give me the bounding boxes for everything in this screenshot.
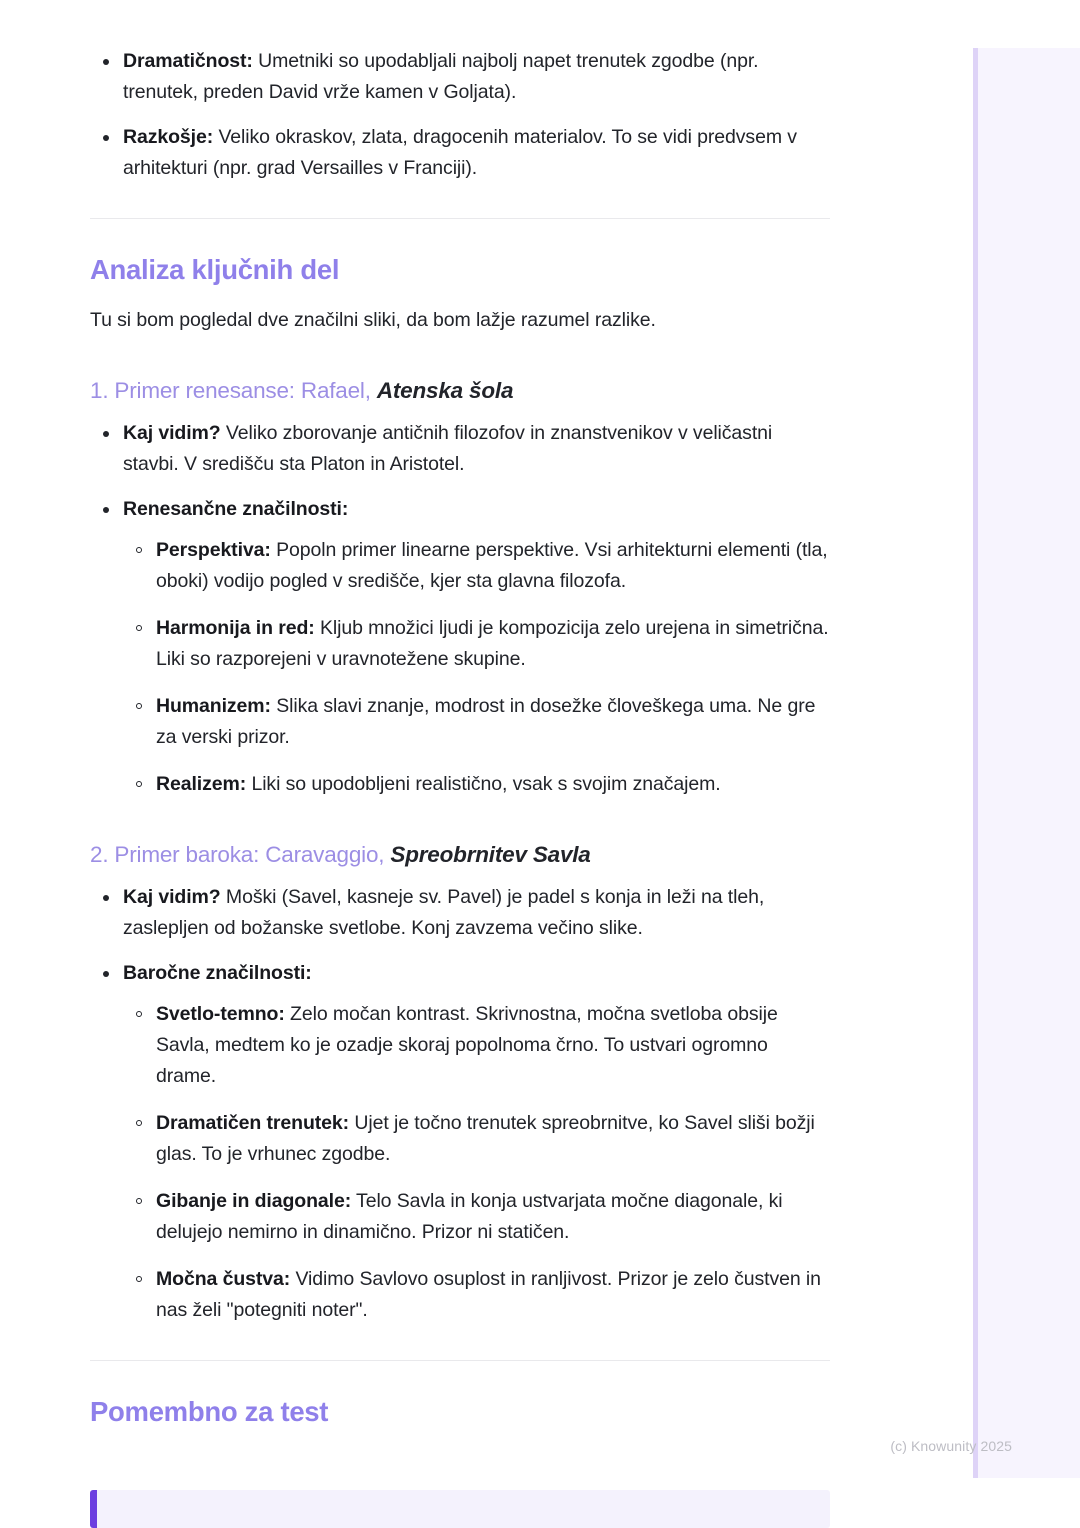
list-item [90,418,830,480]
bullet-text: Kljub množici ljudi je kompozicija zelo urejena in simetrična. Liki so razporejeni v uravnotežene skupine. [156,617,829,670]
example-2-bullet-list [90,882,830,1326]
analysis-intro-paragraph: Tu si bom pogledal dve značilni sliki, da bom lažje razumel razlike. [90,309,656,331]
bullet-lead: Humanizem: [156,695,271,717]
heading-artwork-title: Spreobrnitev Savla [390,842,591,867]
section-title-analysis: Analiza ključnih del [90,254,340,285]
bullet-lead: Razkošje: [123,126,214,148]
subsection-title-example-1 [90,376,830,406]
nested-list-item [123,535,830,597]
nested-list-item [123,1108,830,1170]
nested-bullet-list [123,535,830,800]
bullet-lead: Harmonija in red: [156,617,315,639]
callout-text [97,1490,830,1494]
bullet-text: Veliko zborovanje antičnih filozofov in znanstvenikov v veličastni stavbi. V središču sta Platon in Aristotel. [123,422,773,475]
bullet-text: Vidimo Savlovo osuplost in ranljivost. Prizor je zelo čustven in nas želi "potegniti noter". [156,1268,821,1321]
bullet-text: Moški (Savel, kasneje sv. Pavel) je padel s konja in leži na tleh, zaslepljen od božanske svetlobe. Konj zavzema večino slike. [123,886,765,939]
bullet-lead: Perspektiva: [156,539,271,561]
nested-list-item [123,999,830,1092]
bullet-lead: Kaj vidim? [123,886,221,908]
nested-list-item [123,691,830,753]
nested-list-item [123,613,830,675]
bullet-lead: Realizem: [156,773,247,795]
list-item [90,122,830,184]
bullet-lead: Dramatičnost: [123,50,253,72]
bullet-text: Veliko okraskov, zlata, dragocenih materialov. To se vidi predvsem v arhitekturi (npr. grad Versailles v Franciji). [123,126,797,179]
bullet-text: Zelo močan kontrast. Skrivnostna, močna svetloba obsije Savla, medtem ko je ozadje skoraj popolnoma črno. To ustvari ogromno drame. [156,1003,778,1087]
bullet-lead: Baročne značilnosti: [123,962,312,984]
section-title-exam: Pomembno za test [90,1396,329,1427]
section-divider [90,218,830,219]
callout-box [90,1490,830,1528]
right-side-panel [973,48,1080,1478]
list-item [90,882,830,944]
bullet-lead: Močna čustva: [156,1268,291,1290]
nested-list-item [123,1264,830,1326]
nested-list-item [123,769,830,800]
bullet-lead: Dramatičen trenutek: [156,1112,350,1134]
bullet-lead: Renesančne značilnosti: [123,498,349,520]
bullet-text: Umetniki so upodabljali najbolj napet trenutek zgodbe (npr. trenutek, preden David vrže kamen v Goljata). [123,50,759,103]
top-bullet-list [90,46,830,184]
list-item [90,46,830,108]
list-item [90,494,830,800]
watermark: (c) Knowunity 2025 [890,1438,1012,1454]
example-1-bullet-list [90,418,830,800]
nested-list-item [123,1186,830,1248]
bullet-text: Slika slavi znanje, modrost in dosežke človeškega uma. Ne gre za verski prizor. [156,695,816,748]
heading-prefix: 2. Primer baroka: Caravaggio, [90,842,391,867]
subsection-title-example-2 [90,840,830,870]
section-divider [90,1360,830,1361]
bullet-text: Ujet je točno trenutek spreobrnitve, ko Savel sliši božji glas. To je vrhunec zgodbe. [156,1112,815,1165]
heading-prefix: 1. Primer renesanse: Rafael, [90,378,377,403]
bullet-lead: Gibanje in diagonale: [156,1190,352,1212]
bullet-text: Telo Savla in konja ustvarjata močne diagonale, ki delujejo nemirno in dinamično. Prizor ni statičen. [156,1190,783,1243]
bullet-text: Liki so upodobljeni realistično, vsak s svojim značajem. [246,773,721,795]
nested-bullet-list [123,999,830,1326]
bullet-lead: Svetlo-temno: [156,1003,285,1025]
list-item [90,958,830,1326]
bullet-lead: Kaj vidim? [123,422,221,444]
heading-artwork-title: Atenska šola [376,378,514,403]
bullet-text: Popoln primer linearne perspektive. Vsi arhitekturni elementi (tla, oboki) vodijo pogled v središče, kjer sta glavna filozofa. [156,539,828,592]
